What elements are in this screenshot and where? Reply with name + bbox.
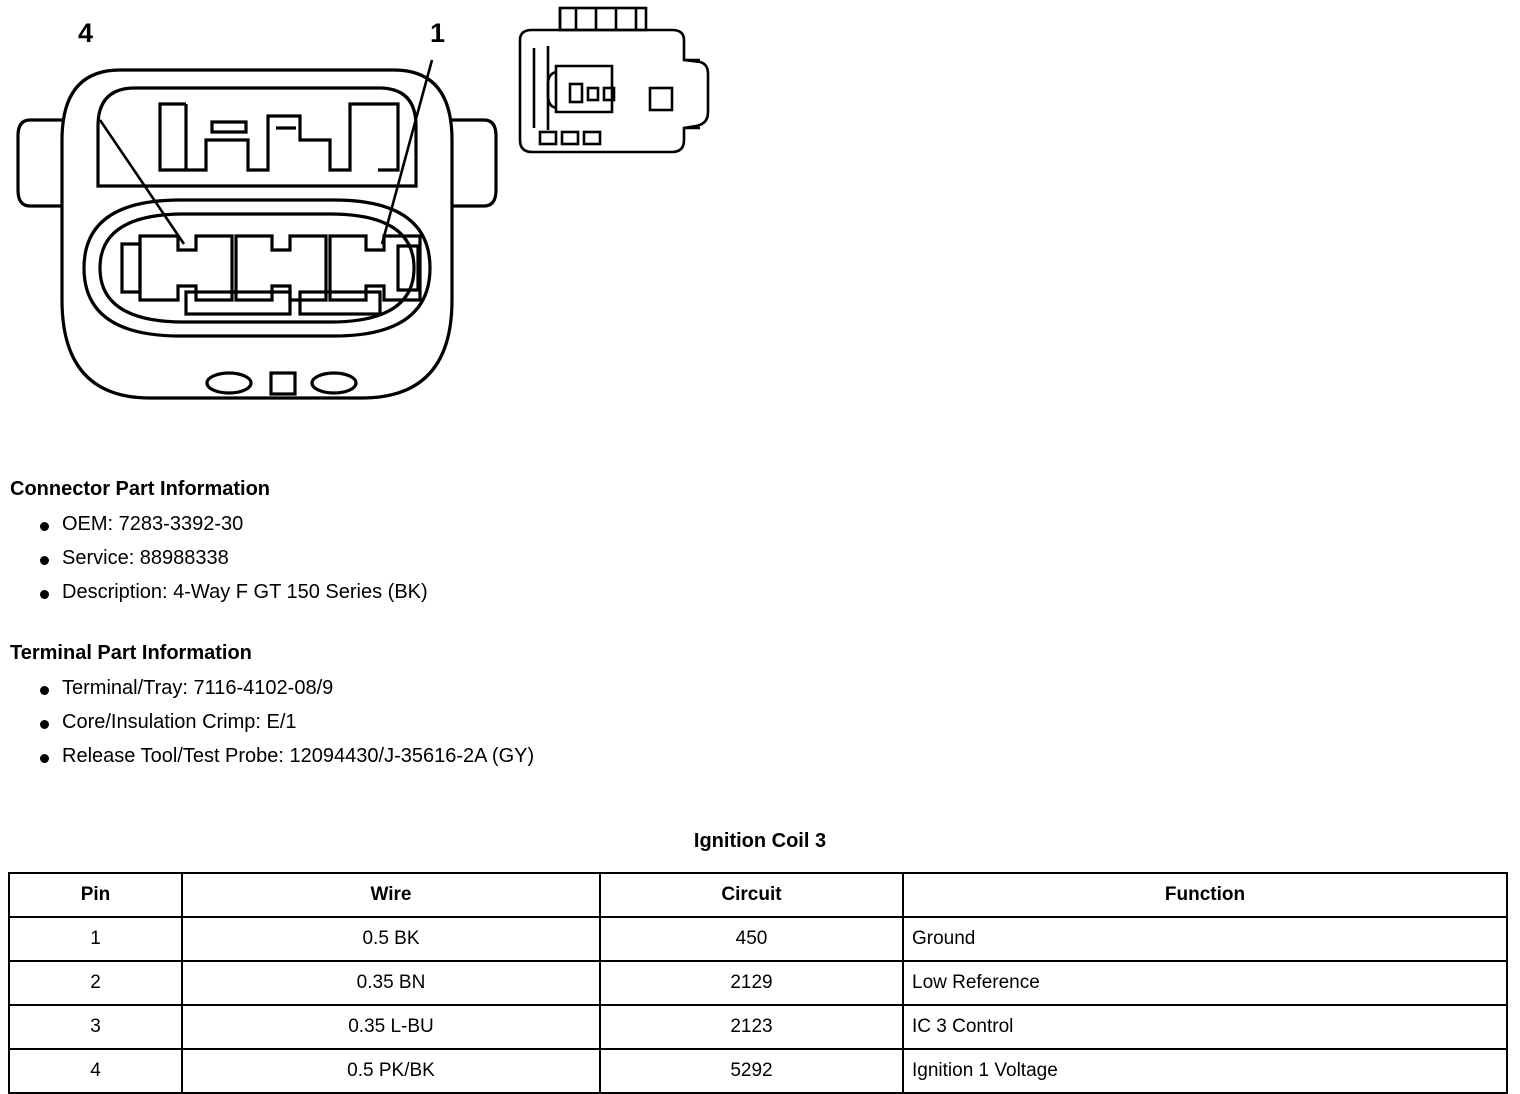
cell-wire: 0.5 BK	[182, 917, 600, 961]
column-header-circuit: Circuit	[600, 873, 903, 917]
list-item: Terminal/Tray: 7116-4102-08/9	[10, 677, 534, 700]
cell-function: Ground	[903, 917, 1507, 961]
cell-pin: 4	[9, 1049, 182, 1093]
connector-part-information-heading: Connector Part Information	[10, 478, 271, 500]
table-row	[9, 1005, 1507, 1049]
column-header-wire: Wire	[182, 873, 600, 917]
cell-wire: 0.5 PK/BK	[182, 1049, 600, 1093]
cell-pin: 2	[9, 961, 182, 1005]
pinout-table	[8, 872, 1508, 1094]
table-row	[9, 1049, 1507, 1093]
table-row	[9, 917, 1507, 961]
cell-function: Low Reference	[903, 961, 1507, 1005]
pinout-table-title: Ignition Coil 3	[693, 830, 827, 852]
list-item: OEM: 7283-3392-30	[10, 513, 428, 536]
cell-function: IC 3 Control	[903, 1005, 1507, 1049]
cell-wire: 0.35 L-BU	[182, 1005, 600, 1049]
column-header-function: Function	[903, 873, 1507, 917]
table-header-row	[9, 873, 1507, 917]
table-row	[9, 961, 1507, 1005]
connector-illustration-svg	[0, 0, 760, 430]
cell-circuit: 2123	[600, 1005, 903, 1049]
list-item: Service: 88988338	[10, 547, 428, 570]
terminal-part-information-section	[10, 642, 534, 779]
list-item: Release Tool/Test Probe: 12094430/J-35616-2A (GY)	[10, 745, 534, 768]
terminal-part-information-list	[10, 677, 534, 768]
cell-function: Ignition 1 Voltage	[903, 1049, 1507, 1093]
connector-part-information-section	[10, 478, 428, 615]
connector-part-information-list	[10, 513, 428, 604]
cell-circuit: 2129	[600, 961, 903, 1005]
list-item: Description: 4-Way F GT 150 Series (BK)	[10, 581, 428, 604]
cell-circuit: 5292	[600, 1049, 903, 1093]
callout-label-4: 4	[78, 18, 94, 48]
cell-wire: 0.35 BN	[182, 961, 600, 1005]
cell-pin: 3	[9, 1005, 182, 1049]
connector-diagram	[0, 0, 760, 430]
terminal-part-information-heading: Terminal Part Information	[10, 642, 252, 664]
cell-circuit: 450	[600, 917, 903, 961]
list-item: Core/Insulation Crimp: E/1	[10, 711, 534, 734]
callout-label-1: 1	[430, 18, 446, 48]
column-header-pin: Pin	[9, 873, 182, 917]
cell-pin: 1	[9, 917, 182, 961]
